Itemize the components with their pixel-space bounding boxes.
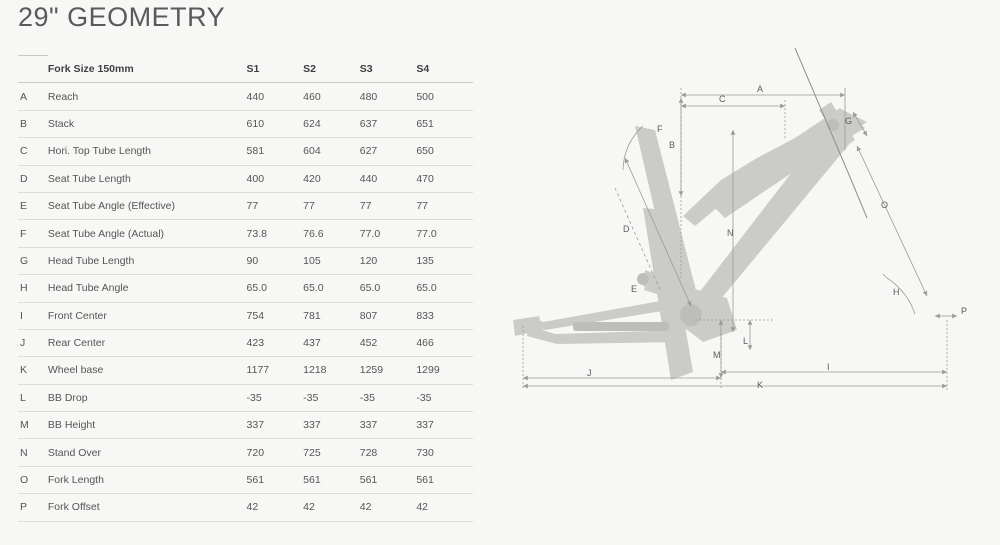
row-value-s2: 65.0 <box>303 275 360 302</box>
column-header-key <box>18 56 48 83</box>
label-P: P <box>961 306 968 316</box>
label-D: D <box>623 224 630 234</box>
table-row <box>18 220 473 247</box>
label-O: O <box>881 200 889 210</box>
row-value-s3: 561 <box>360 466 417 493</box>
row-value-s4: 833 <box>416 302 473 329</box>
row-label: Fork Offset <box>48 494 247 521</box>
table-row <box>18 247 473 274</box>
row-value-s2: 77 <box>303 192 360 219</box>
row-label: Seat Tube Length <box>48 165 247 192</box>
label-E: E <box>631 284 638 294</box>
column-header-s4: S4 <box>416 56 473 83</box>
row-value-s1: 754 <box>247 302 304 329</box>
row-value-s4: 337 <box>416 412 473 439</box>
row-value-s2: 105 <box>303 247 360 274</box>
label-F: F <box>657 124 663 134</box>
row-value-s3: 77 <box>360 192 417 219</box>
table-row <box>18 83 473 110</box>
column-header-s3: S3 <box>360 56 417 83</box>
row-key: E <box>18 192 48 219</box>
row-value-s1: 337 <box>247 412 304 439</box>
dimension-lines <box>523 88 957 390</box>
row-label: BB Height <box>48 412 247 439</box>
row-value-s2: 725 <box>303 439 360 466</box>
row-value-s4: 730 <box>416 439 473 466</box>
table-row <box>18 275 473 302</box>
row-value-s1: 400 <box>247 165 304 192</box>
row-value-s2: 624 <box>303 110 360 137</box>
label-C: C <box>719 94 726 104</box>
row-value-s4: 466 <box>416 329 473 356</box>
label-L: L <box>743 336 749 346</box>
row-label: Reach <box>48 83 247 110</box>
row-value-s3: 42 <box>360 494 417 521</box>
row-value-s4: 650 <box>416 138 473 165</box>
row-label: Wheel base <box>48 357 247 384</box>
row-value-s2: 1218 <box>303 357 360 384</box>
table-row <box>18 302 473 329</box>
row-value-s3: 807 <box>360 302 417 329</box>
label-M: M <box>713 350 721 360</box>
table-row <box>18 329 473 356</box>
row-value-s1: 720 <box>247 439 304 466</box>
row-value-s3: 637 <box>360 110 417 137</box>
row-label: Hori. Top Tube Length <box>48 138 247 165</box>
table-row <box>18 110 473 137</box>
row-label: Rear Center <box>48 329 247 356</box>
row-value-s1: 581 <box>247 138 304 165</box>
row-value-s1: 1177 <box>247 357 304 384</box>
table-body <box>18 83 473 521</box>
row-value-s4: 1299 <box>416 357 473 384</box>
row-value-s2: 420 <box>303 165 360 192</box>
table-header-row <box>18 56 473 83</box>
row-value-s3: 337 <box>360 412 417 439</box>
row-key: N <box>18 439 48 466</box>
row-label: Stand Over <box>48 439 247 466</box>
row-label: Seat Tube Angle (Effective) <box>48 192 247 219</box>
table-row <box>18 412 473 439</box>
label-B: B <box>669 140 676 150</box>
row-value-s2: 437 <box>303 329 360 356</box>
row-value-s1: 610 <box>247 110 304 137</box>
row-value-s1: 77 <box>247 192 304 219</box>
row-value-s3: 452 <box>360 329 417 356</box>
row-value-s2: 604 <box>303 138 360 165</box>
row-value-s2: 42 <box>303 494 360 521</box>
row-value-s3: 65.0 <box>360 275 417 302</box>
row-value-s3: 120 <box>360 247 417 274</box>
row-value-s2: 781 <box>303 302 360 329</box>
row-label: Head Tube Length <box>48 247 247 274</box>
label-K: K <box>757 380 764 390</box>
row-key: B <box>18 110 48 137</box>
row-value-s1: 73.8 <box>247 220 304 247</box>
frame-silhouette <box>513 102 867 380</box>
label-H: H <box>893 287 900 297</box>
table-row <box>18 192 473 219</box>
row-value-s1: 90 <box>247 247 304 274</box>
row-value-s4: 470 <box>416 165 473 192</box>
row-value-s1: 561 <box>247 466 304 493</box>
page-title: 29" GEOMETRY <box>18 2 226 32</box>
column-header-s1: S1 <box>247 56 304 83</box>
label-I: I <box>827 362 830 372</box>
row-label: Seat Tube Angle (Actual) <box>48 220 247 247</box>
table-row <box>18 439 473 466</box>
row-label: Head Tube Angle <box>48 275 247 302</box>
row-value-s4: 65.0 <box>416 275 473 302</box>
table-header <box>18 56 473 83</box>
row-key: O <box>18 466 48 493</box>
row-value-s3: 1259 <box>360 357 417 384</box>
label-J: J <box>587 368 592 378</box>
row-label: BB Drop <box>48 384 247 411</box>
row-value-s4: 500 <box>416 83 473 110</box>
table-row <box>18 165 473 192</box>
bike-geometry-diagram <box>495 30 995 430</box>
row-key: D <box>18 165 48 192</box>
row-label: Stack <box>48 110 247 137</box>
table-row <box>18 494 473 521</box>
row-key: H <box>18 275 48 302</box>
geometry-table <box>18 55 473 522</box>
row-key: I <box>18 302 48 329</box>
row-key: M <box>18 412 48 439</box>
table-row <box>18 357 473 384</box>
row-label: Fork Length <box>48 466 247 493</box>
row-value-s3: 480 <box>360 83 417 110</box>
label-A: A <box>757 84 764 94</box>
row-value-s3: 440 <box>360 165 417 192</box>
row-value-s4: 77.0 <box>416 220 473 247</box>
row-key: L <box>18 384 48 411</box>
row-value-s2: 337 <box>303 412 360 439</box>
row-value-s2: 561 <box>303 466 360 493</box>
row-value-s4: 561 <box>416 466 473 493</box>
row-value-s4: -35 <box>416 384 473 411</box>
label-G: G <box>845 116 853 126</box>
row-key: J <box>18 329 48 356</box>
row-value-s3: 77.0 <box>360 220 417 247</box>
row-label: Front Center <box>48 302 247 329</box>
row-value-s3: 627 <box>360 138 417 165</box>
row-value-s3: 728 <box>360 439 417 466</box>
row-value-s1: 42 <box>247 494 304 521</box>
table-row <box>18 138 473 165</box>
row-value-s1: 65.0 <box>247 275 304 302</box>
row-value-s4: 651 <box>416 110 473 137</box>
row-value-s2: 460 <box>303 83 360 110</box>
column-header-s2: S2 <box>303 56 360 83</box>
row-value-s3: -35 <box>360 384 417 411</box>
row-value-s4: 42 <box>416 494 473 521</box>
row-key: P <box>18 494 48 521</box>
row-value-s4: 135 <box>416 247 473 274</box>
row-value-s1: -35 <box>247 384 304 411</box>
row-key: C <box>18 138 48 165</box>
row-value-s1: 423 <box>247 329 304 356</box>
row-value-s1: 440 <box>247 83 304 110</box>
row-value-s2: -35 <box>303 384 360 411</box>
label-N: N <box>727 228 734 238</box>
column-header-fork-size: Fork Size 150mm <box>48 56 247 83</box>
row-key: G <box>18 247 48 274</box>
table-row <box>18 384 473 411</box>
row-key: F <box>18 220 48 247</box>
row-value-s2: 76.6 <box>303 220 360 247</box>
row-key: K <box>18 357 48 384</box>
geometry-table-container <box>18 55 473 522</box>
row-value-s4: 77 <box>416 192 473 219</box>
table-row <box>18 466 473 493</box>
row-key: A <box>18 83 48 110</box>
